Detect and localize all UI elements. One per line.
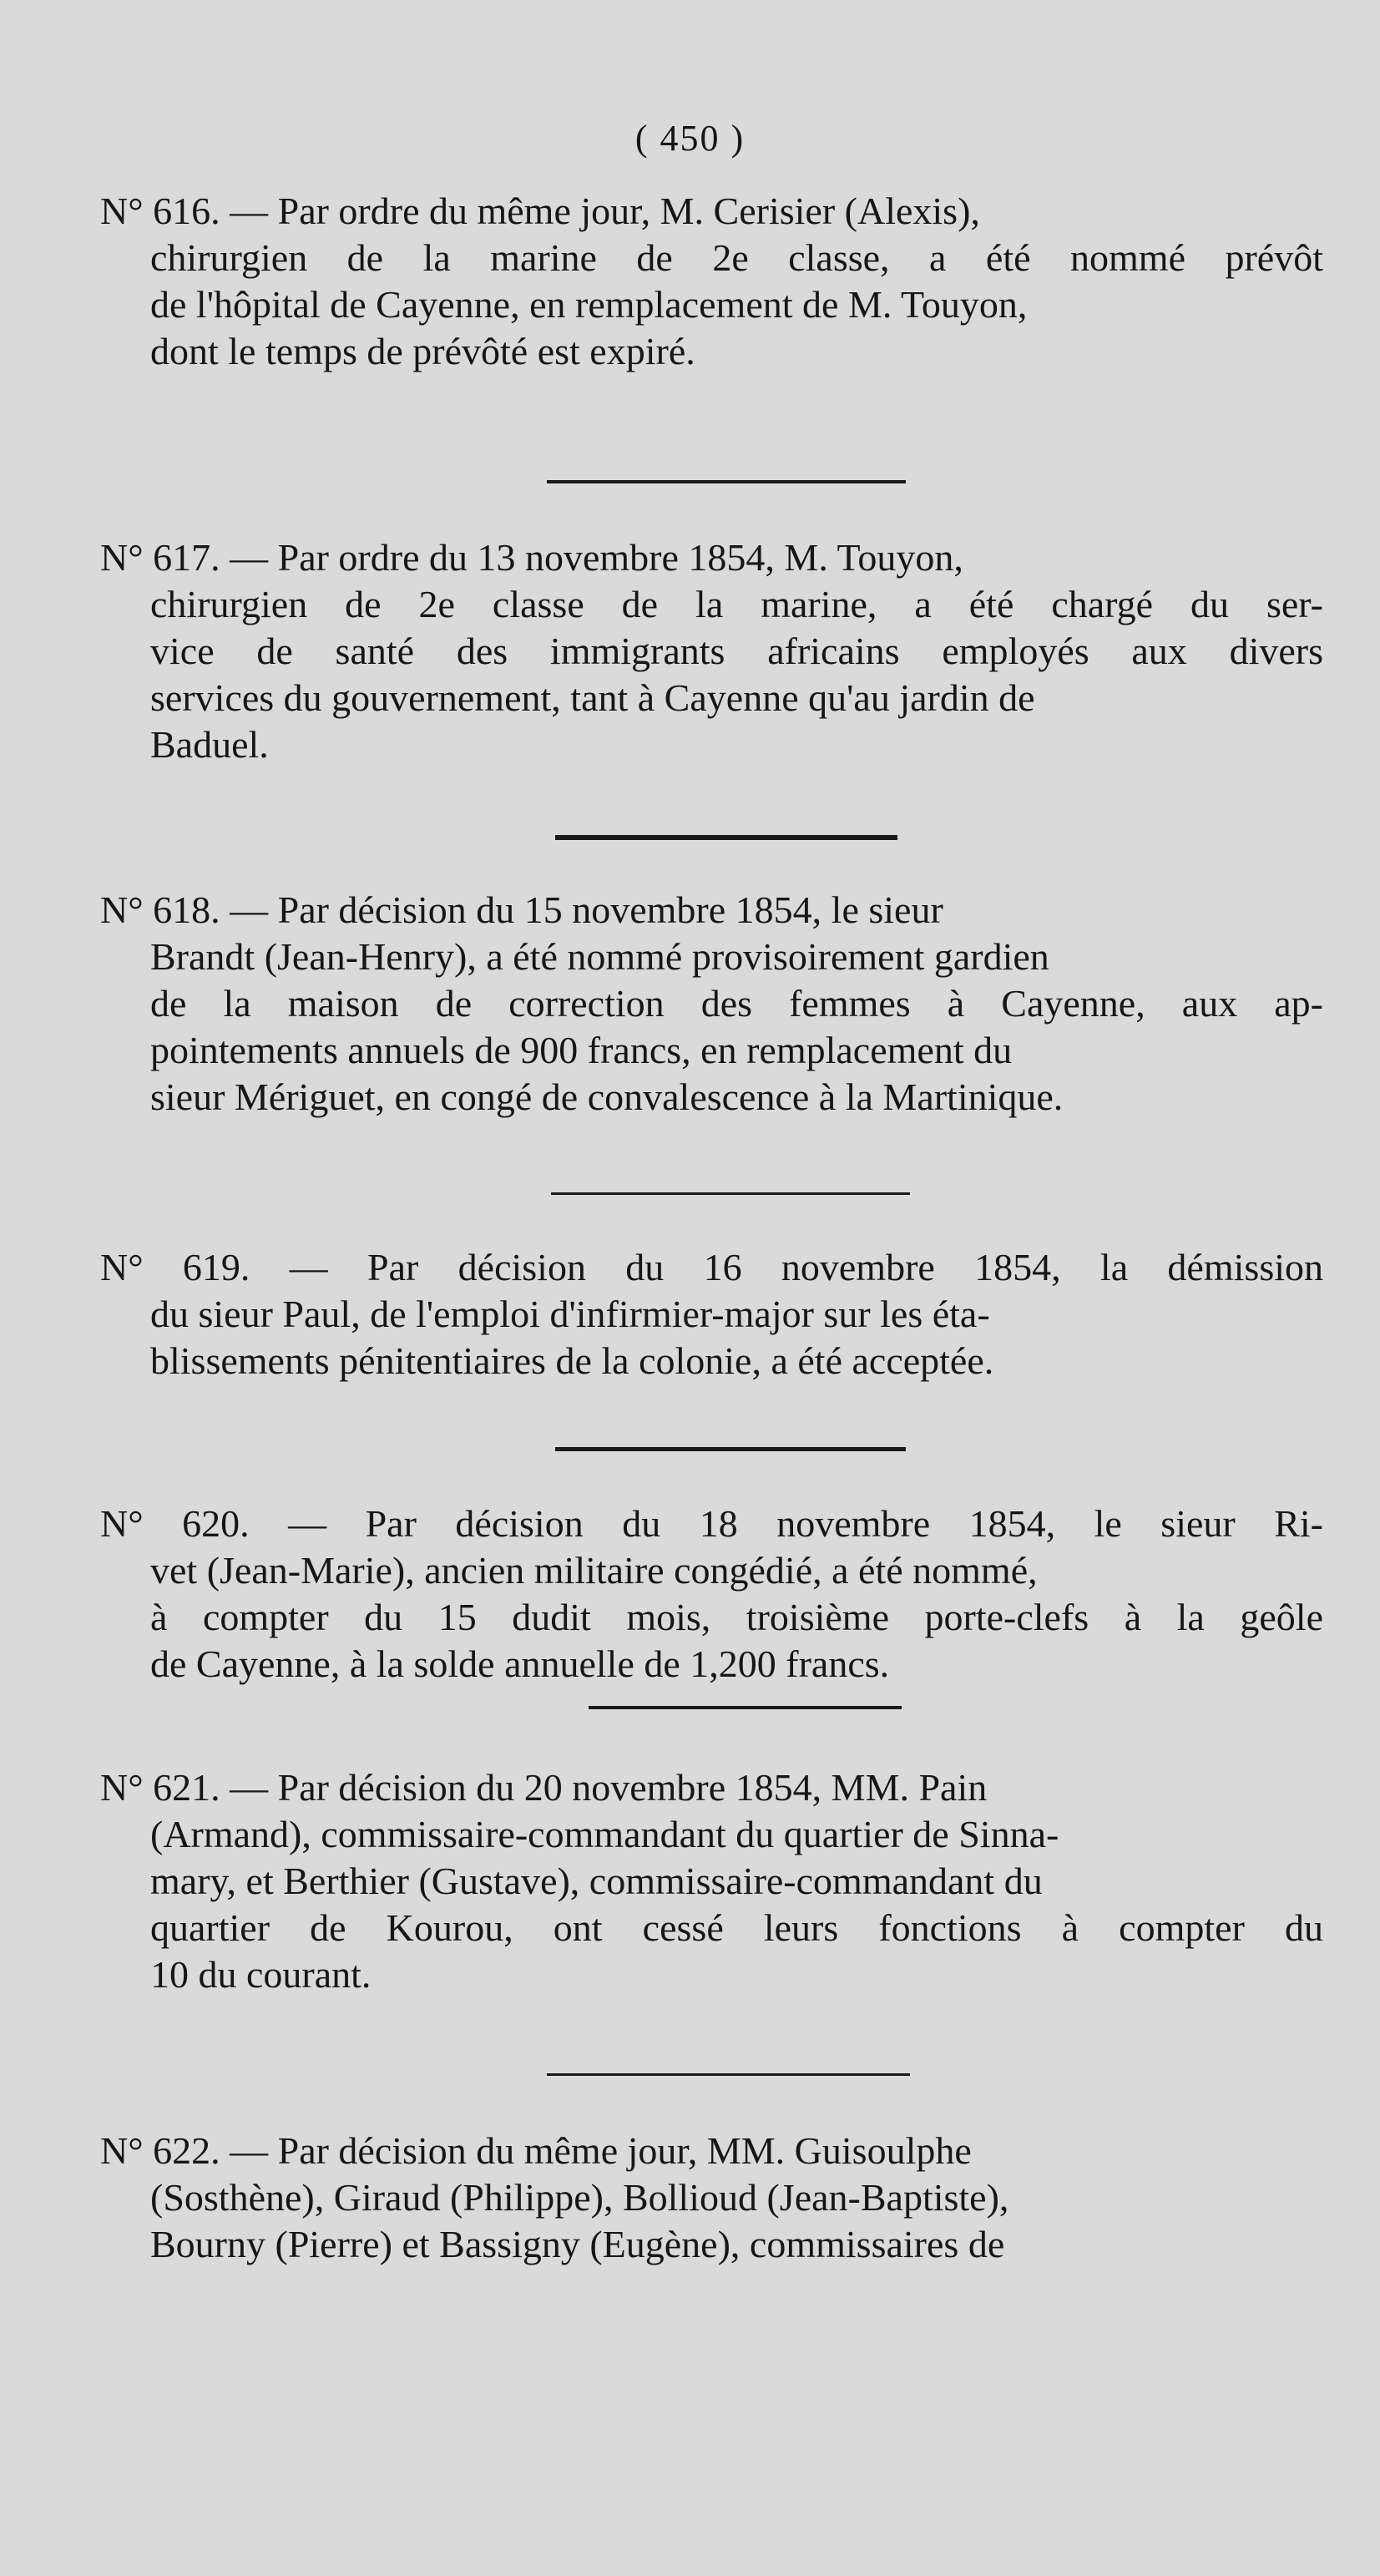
entry-line: sieur Mériguet, en congé de convalescence à la Martinique.	[150, 1075, 1064, 1118]
entry-line: 10 du courant.	[150, 1953, 372, 1996]
section-divider	[555, 835, 897, 840]
entry-line: dont le temps de prévôté est expiré.	[150, 330, 695, 372]
entry-line: N° 618. — Par décision du 15 novembre 1854, le sieur	[100, 888, 943, 931]
entry-line: de la maison de correction des femmes à Cayenne, aux ap-	[150, 982, 1323, 1025]
section-divider	[555, 1447, 906, 1451]
section-divider	[589, 1706, 902, 1709]
entry-line: de l'hôpital de Cayenne, en remplacement de M. Touyon,	[150, 283, 1028, 326]
entry-line: du sieur Paul, de l'emploi d'infirmier-major sur les éta-	[150, 1293, 990, 1335]
entry-line: Bourny (Pierre) et Bassigny (Eugène), commissaires de	[150, 2223, 1005, 2265]
entry-line: (Armand), commissaire-commandant du quartier de Sinna-	[150, 1813, 1059, 1855]
entry-621	[100, 1764, 1323, 1998]
page-number: ( 450 )	[634, 118, 746, 159]
entry-line: chirurgien de la marine de 2e classe, a été nommé prévôt	[150, 236, 1323, 279]
entry-line: N° 621. — Par décision du 20 novembre 1854, MM. Pain	[100, 1766, 988, 1809]
entry-620	[100, 1501, 1323, 1688]
entry-line: vet (Jean-Marie), ancien militaire congédié, a été nommé,	[150, 1549, 1038, 1592]
section-divider	[547, 480, 906, 483]
entry-622	[100, 2128, 1323, 2268]
entry-line: (Sosthène), Giraud (Philippe), Bollioud (Jean-Baptiste),	[150, 2176, 1009, 2219]
entry-line: de Cayenne, à la solde annuelle de 1,200 francs.	[150, 1642, 890, 1685]
entry-line: services du gouvernement, tant à Cayenne qu'au jardin de	[150, 676, 1035, 719]
entry-line: N° 622. — Par décision du même jour, MM. Guisoulphe	[100, 2129, 972, 2172]
entry-line: mary, et Berthier (Gustave), commissaire-commandant du	[150, 1860, 1043, 1902]
entry-617	[100, 534, 1323, 768]
entry-line: N° 620. — Par décision du 18 novembre 1854, le sieur Ri-	[100, 1502, 1323, 1545]
entry-line: N° 619. — Par décision du 16 novembre 1854, la démission	[100, 1246, 1323, 1288]
section-divider	[551, 1192, 910, 1195]
section-divider	[547, 2073, 910, 2076]
entry-618	[100, 887, 1323, 1121]
entry-line: blissements pénitentiaires de la colonie, a été acceptée.	[150, 1339, 994, 1382]
entry-616	[100, 188, 1323, 375]
entry-line: Baduel.	[150, 723, 269, 766]
entry-line: Brandt (Jean-Henry), a été nommé provisoirement gardien	[150, 935, 1049, 978]
entry-line: pointements annuels de 900 francs, en remplacement du	[150, 1029, 1013, 1071]
entry-619	[100, 1244, 1323, 1384]
entry-line: vice de santé des immigrants africains employés aux divers	[150, 630, 1323, 672]
entry-line: quartier de Kourou, ont cessé leurs fonctions à compter du	[150, 1906, 1323, 1949]
entry-line: à compter du 15 dudit mois, troisième porte-clefs à la geôle	[150, 1596, 1323, 1638]
entry-line: N° 616. — Par ordre du même jour, M. Cerisier (Alexis),	[100, 190, 980, 232]
entry-line: N° 617. — Par ordre du 13 novembre 1854, M. Touyon,	[100, 536, 963, 579]
entry-line: chirurgien de 2e classe de la marine, a été chargé du ser-	[150, 583, 1323, 625]
